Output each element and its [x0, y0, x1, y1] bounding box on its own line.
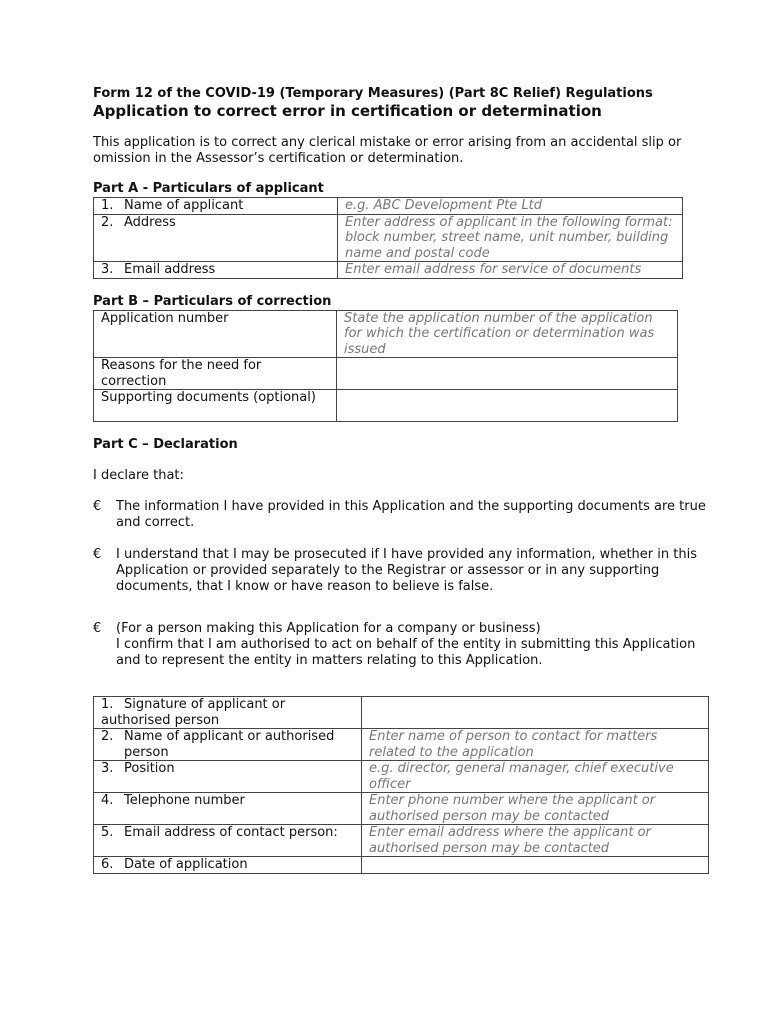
form-page [93, 86, 713, 874]
position-field[interactable]: e.g. director, general manager, chief executive officer [362, 761, 709, 793]
declaration-item [93, 547, 713, 595]
table-row [94, 761, 709, 793]
row-label: 2. Name of applicant or authorised person [94, 729, 362, 761]
table-row [94, 793, 709, 825]
table-row [94, 262, 683, 279]
form-number: Form 12 of the COVID-19 (Temporary Measures) (Part 8C Relief) Regulations [93, 86, 653, 101]
telephone-field[interactable]: Enter phone number where the applicant or authorised person may be contacted [362, 793, 709, 825]
row-label: 1. Signature of applicant or authorised person [94, 697, 362, 729]
declaration-body [116, 621, 713, 669]
part-b-heading: Part B – Particulars of correction [93, 293, 332, 309]
row-label: 3. Position [94, 761, 362, 793]
signature-table [93, 696, 709, 874]
declaration-text: (For a person making this Application for a company or business) [116, 621, 541, 636]
declaration-text: I confirm that I am authorised to act on behalf of the entity in submitting this Application and to represent the entity in matters relating to this Application. [116, 637, 696, 668]
address-field[interactable]: Enter address of applicant in the following format: block number, street name, unit number, building name and postal code [338, 214, 683, 262]
part-a-heading: Part A - Particulars of applicant [93, 181, 324, 196]
table-row [94, 214, 683, 262]
table-row [94, 857, 709, 874]
table-row [94, 825, 709, 857]
intro-text: This application is to correct any clerical mistake or error arising from an accidental slip or omission in the Assessor’s certification or determination. [93, 135, 682, 166]
contact-name-field[interactable]: Enter name of person to contact for matters related to the application [362, 729, 709, 761]
declaration-item [93, 621, 713, 669]
contact-email-field[interactable]: Enter email address where the applicant or authorised person may be contacted [362, 825, 709, 857]
euro-bullet-icon: € [93, 547, 102, 562]
declare-text: I declare that: [93, 468, 184, 483]
supporting-documents-field[interactable] [337, 390, 678, 422]
applicant-name-field[interactable]: e.g. ABC Development Pte Ltd [338, 198, 683, 215]
declaration-item [93, 499, 713, 531]
email-field[interactable]: Enter email address for service of documents [338, 262, 683, 279]
signature-field[interactable] [362, 697, 709, 729]
page-title: Application to correct error in certification or determination [93, 102, 602, 120]
table-row [94, 310, 678, 358]
row-label: 6. Date of application [94, 857, 362, 874]
row-label: Reasons for the need for correction [94, 358, 337, 390]
row-label: 1. Name of applicant [94, 198, 338, 215]
declaration-text: The information I have provided in this Application and the supporting documents are true and correct. [116, 499, 706, 530]
euro-bullet-icon: € [93, 499, 102, 514]
table-row [94, 198, 683, 215]
row-label: 2. Address [94, 214, 338, 262]
application-number-field[interactable]: State the application number of the application for which the certification or determination was issued [337, 310, 678, 358]
row-label: Supporting documents (optional) [94, 390, 337, 422]
table-row [94, 358, 678, 390]
row-label: Application number [94, 310, 337, 358]
row-label: 4. Telephone number [94, 793, 362, 825]
date-field[interactable] [362, 857, 709, 874]
declaration-text: I understand that I may be prosecuted if I have provided any information, whether in this Application or provided separately to the Registrar or assessor or in any supporting documents, that I know or have reason to believe is false. [116, 547, 697, 594]
part-a-table [93, 197, 683, 279]
row-label: 3. Email address [94, 262, 338, 279]
part-b-table [93, 310, 678, 423]
table-row [94, 390, 678, 422]
row-label: 5. Email address of contact person: [94, 825, 362, 857]
reasons-field[interactable] [337, 358, 678, 390]
part-c-heading: Part C – Declaration [93, 437, 238, 452]
table-row [94, 729, 709, 761]
euro-bullet-icon: € [93, 621, 102, 636]
table-row [94, 697, 709, 729]
